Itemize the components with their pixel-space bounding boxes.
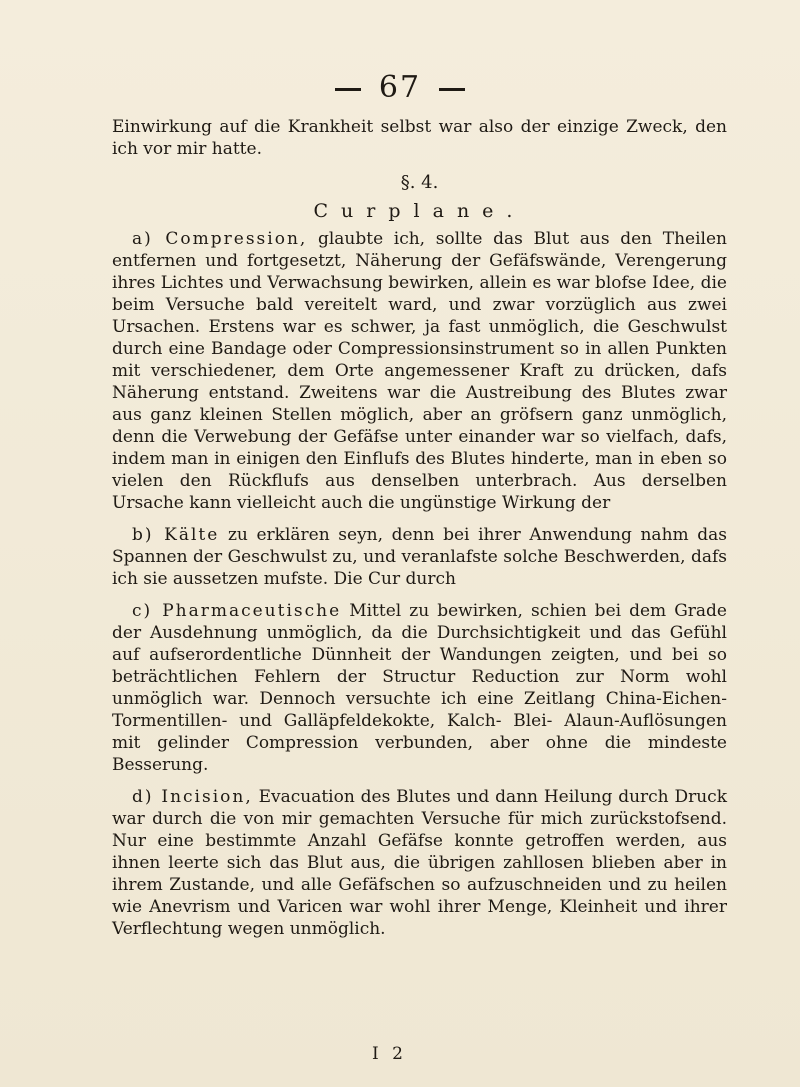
paragraph-c-text: Mittel zu bewirken, schien bei dem Grade der Ausdehnung unmöglich, da die Durchsichtigkeit und das Gefühl auf aufserordentliche Dünnheit der Wandungen zeigten, und bei so beträchtlichen Fehlern der Structur Reduction zur Norm wohl unmöglich war. Dennoch versuchte ich eine Zeitlang China-Eichen- Tormentillen- und Galläpfeldekokte, Kalch- Blei- Alaun-Auflösungen mit gelinder Compression verbunden, aber ohne die mindeste Besserung. — [112, 601, 727, 775]
section-number: §. 4. — [400, 172, 439, 193]
body-text — [112, 116, 727, 940]
paragraph-a-text: glaubte ich, sollte das Blut aus den Theilen entfernen und fortgesetzt, Näherung der Gefäfswände, Verengerung ihres Lichtes und Verwachsung bewirken, allein es war blofse Idee, die beim Versuche bald vereitelt ward, und zwar vorzüglich aus zwei Ursachen. Erstens war es schwer, ja fast unmöglich, die Geschwulst durch eine Bandage oder Compressionsinstrument so in allen Punkten mit verschiedener, dem Orte angemessener Kraft zu drücken, dafs Näherung entstand. Zweitens war die Austreibung des Blutes zwar aus ganz kleinen Stellen möglich, aber an gröfsern ganz unmöglich, denn die Verwebung der Gefäfse unter einander war so vielfach, dafs, indem man in einigen den Einflufs des Blutes hinderte, man in eben so vielen den Rückflufs aus denselben unterbrach. Aus derselben Ursache kann vielleicht auch die ungünstige Wirkung der — [112, 229, 727, 513]
intro-paragraph: Einwirkung auf die Krankheit selbst war also der einzige Zweck, den ich vor mir hatte. — [112, 117, 727, 159]
header-dash-right — [439, 88, 465, 91]
paragraph-d-label: d) Incision, — [132, 787, 253, 807]
page-number: 67 — [378, 70, 422, 105]
paragraph-c-label: c) Pharmaceutische — [132, 601, 342, 621]
paragraph-d-text: Evacuation des Blutes und dann Heilung durch Druck war durch die von mir gemachten Versuche für mich zurückstofsend. Nur eine bestimmte Anzahl Gefäfse konnte getroffen werden, aus ihnen leerte sich das Blut aus, die übrigen zahllosen blieben aber in ihrem Zustande, und alle Gefäfschen so aufzuschneiden und zu heilen wie Anevrism und Varicen war wohl ihrer Menge, Kleinheit und ihrer Verflechtung wegen unmöglich. — [112, 787, 727, 939]
paragraph-b — [112, 524, 727, 590]
header-dash-left — [335, 88, 361, 91]
paragraph-b-label: b) Kälte — [132, 525, 220, 545]
paragraph-a-label: a) Compression, — [132, 229, 308, 249]
paragraph-a — [112, 228, 727, 514]
paragraph-c — [112, 600, 727, 776]
paragraph-b-text: zu erklären seyn, denn bei ihrer Anwendung nahm das Spannen der Geschwulst zu, und veranlafste solche Beschwerden, dafs ich sie aussetzen mufste. Die Cur durch — [112, 525, 727, 589]
signature-mark: I 2 — [372, 1044, 407, 1064]
page-header — [0, 70, 800, 105]
paragraph-d — [112, 786, 727, 940]
section-title: Curplane. — [313, 200, 526, 222]
